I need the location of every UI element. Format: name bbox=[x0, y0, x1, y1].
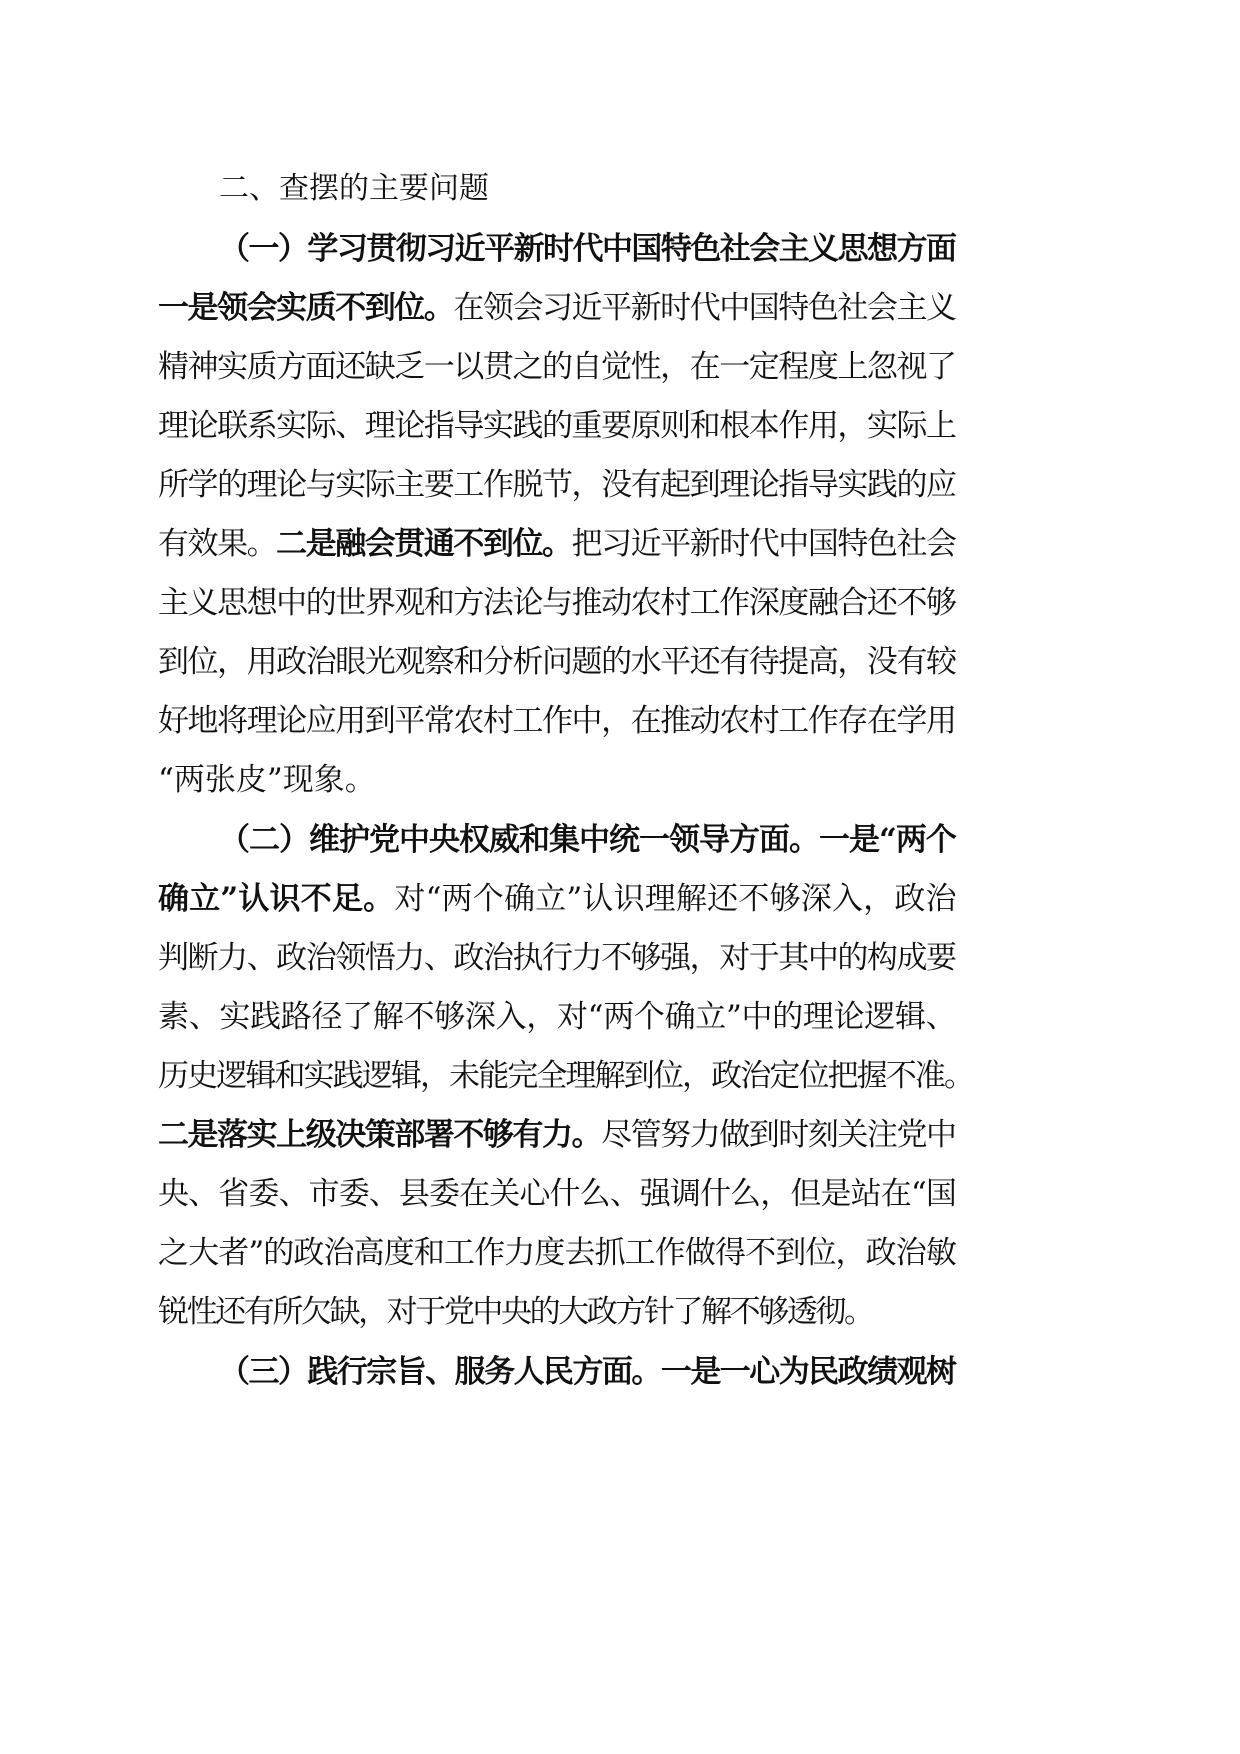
p1-line-9 bbox=[158, 688, 956, 754]
p1-line-5 bbox=[158, 452, 956, 518]
p2-text: 锐性还有所欠缺，对于党中央的大政方针了解不够透彻。 bbox=[158, 1294, 873, 1330]
p2-line-4 bbox=[158, 984, 956, 1050]
p2-line-5 bbox=[158, 1043, 973, 1109]
p1-line-6 bbox=[158, 511, 956, 577]
p2-point-1-title: 确立”认识不足。 bbox=[158, 881, 395, 917]
p2-text: 尽管努力做到时刻关注党中 bbox=[601, 1117, 956, 1153]
p2-line-6 bbox=[158, 1102, 956, 1168]
section-title bbox=[219, 156, 489, 222]
p2-text: 对“两个确立”认识理解还不够深入，政治 bbox=[394, 881, 957, 917]
p2-line-3 bbox=[158, 925, 956, 991]
p1-text: 在领会习近平新时代中国特色社会主义 bbox=[453, 290, 956, 326]
p3-line-1 bbox=[219, 1339, 955, 1405]
p1-heading: （一）学习贯彻习近平新时代中国特色社会主义思想方面 bbox=[219, 231, 956, 267]
p1-line-1 bbox=[219, 216, 955, 282]
p1-text: 所学的理论与实际主要工作脱节，没有起到理论指导实践的应 bbox=[158, 467, 956, 503]
p1-text: 好地将理论应用到平常农村工作中，在推动农村工作存在学用 bbox=[158, 703, 956, 739]
p1-text: 有效果。 bbox=[158, 526, 277, 562]
p2-text: 历史逻辑和实践逻辑，未能完全理解到位，政治定位把握不准。 bbox=[158, 1058, 974, 1094]
p2-line-2 bbox=[158, 866, 957, 932]
p1-text: 精神实质方面还缺乏一以贯之的自觉性，在一定程度上忽视了 bbox=[158, 349, 956, 385]
section-title-text: 二、查摆的主要问题 bbox=[219, 171, 489, 206]
p1-line-2 bbox=[158, 275, 956, 341]
p1-line-4 bbox=[158, 393, 956, 459]
p2-text: 央、省委、市委、县委在关心什么、强调什么，但是站在“国 bbox=[158, 1176, 956, 1212]
p1-line-3 bbox=[158, 334, 956, 400]
p2-text: 判断力、政治领悟力、政治执行力不够强，对于其中的构成要 bbox=[158, 940, 956, 976]
p1-point-1-title: 一是领会实质不到位。 bbox=[158, 290, 454, 326]
p2-point-2-title: 二是落实上级决策部署不够有力。 bbox=[158, 1117, 602, 1153]
p2-line-8 bbox=[158, 1220, 956, 1286]
p1-text: 理论联系实际、理论指导实践的重要原则和根本作用，实际上 bbox=[158, 408, 956, 444]
p1-line-8 bbox=[158, 629, 956, 695]
p1-text: 主义思想中的世界观和方法论与推动农村工作深度融合还不够 bbox=[158, 585, 956, 621]
p2-heading: （二）维护党中央权威和集中统一领导方面。一是“两个 bbox=[219, 822, 956, 858]
p1-text: 到位，用政治眼光观察和分析问题的水平还有待提高，没有较 bbox=[158, 644, 956, 680]
p1-line-10 bbox=[158, 747, 376, 813]
p2-text: 素、实践路径了解不够深入，对“两个确立”中的理论逻辑、 bbox=[158, 999, 957, 1035]
p1-text: 把习近平新时代中国特色社会 bbox=[571, 526, 956, 562]
p2-line-9 bbox=[158, 1279, 873, 1345]
p2-line-7 bbox=[158, 1161, 956, 1227]
p2-text: 之大者”的政治高度和工作力度去抓工作做得不到位，政治敏 bbox=[158, 1235, 956, 1271]
p1-line-7 bbox=[158, 570, 956, 636]
p3-heading: （三）践行宗旨、服务人民方面。一是一心为民政绩观树 bbox=[219, 1354, 956, 1390]
p2-line-1 bbox=[219, 807, 956, 873]
p1-point-2-title: 二是融会贯通不到位。 bbox=[276, 526, 572, 562]
p1-text: “两张皮”现象。 bbox=[158, 762, 376, 798]
